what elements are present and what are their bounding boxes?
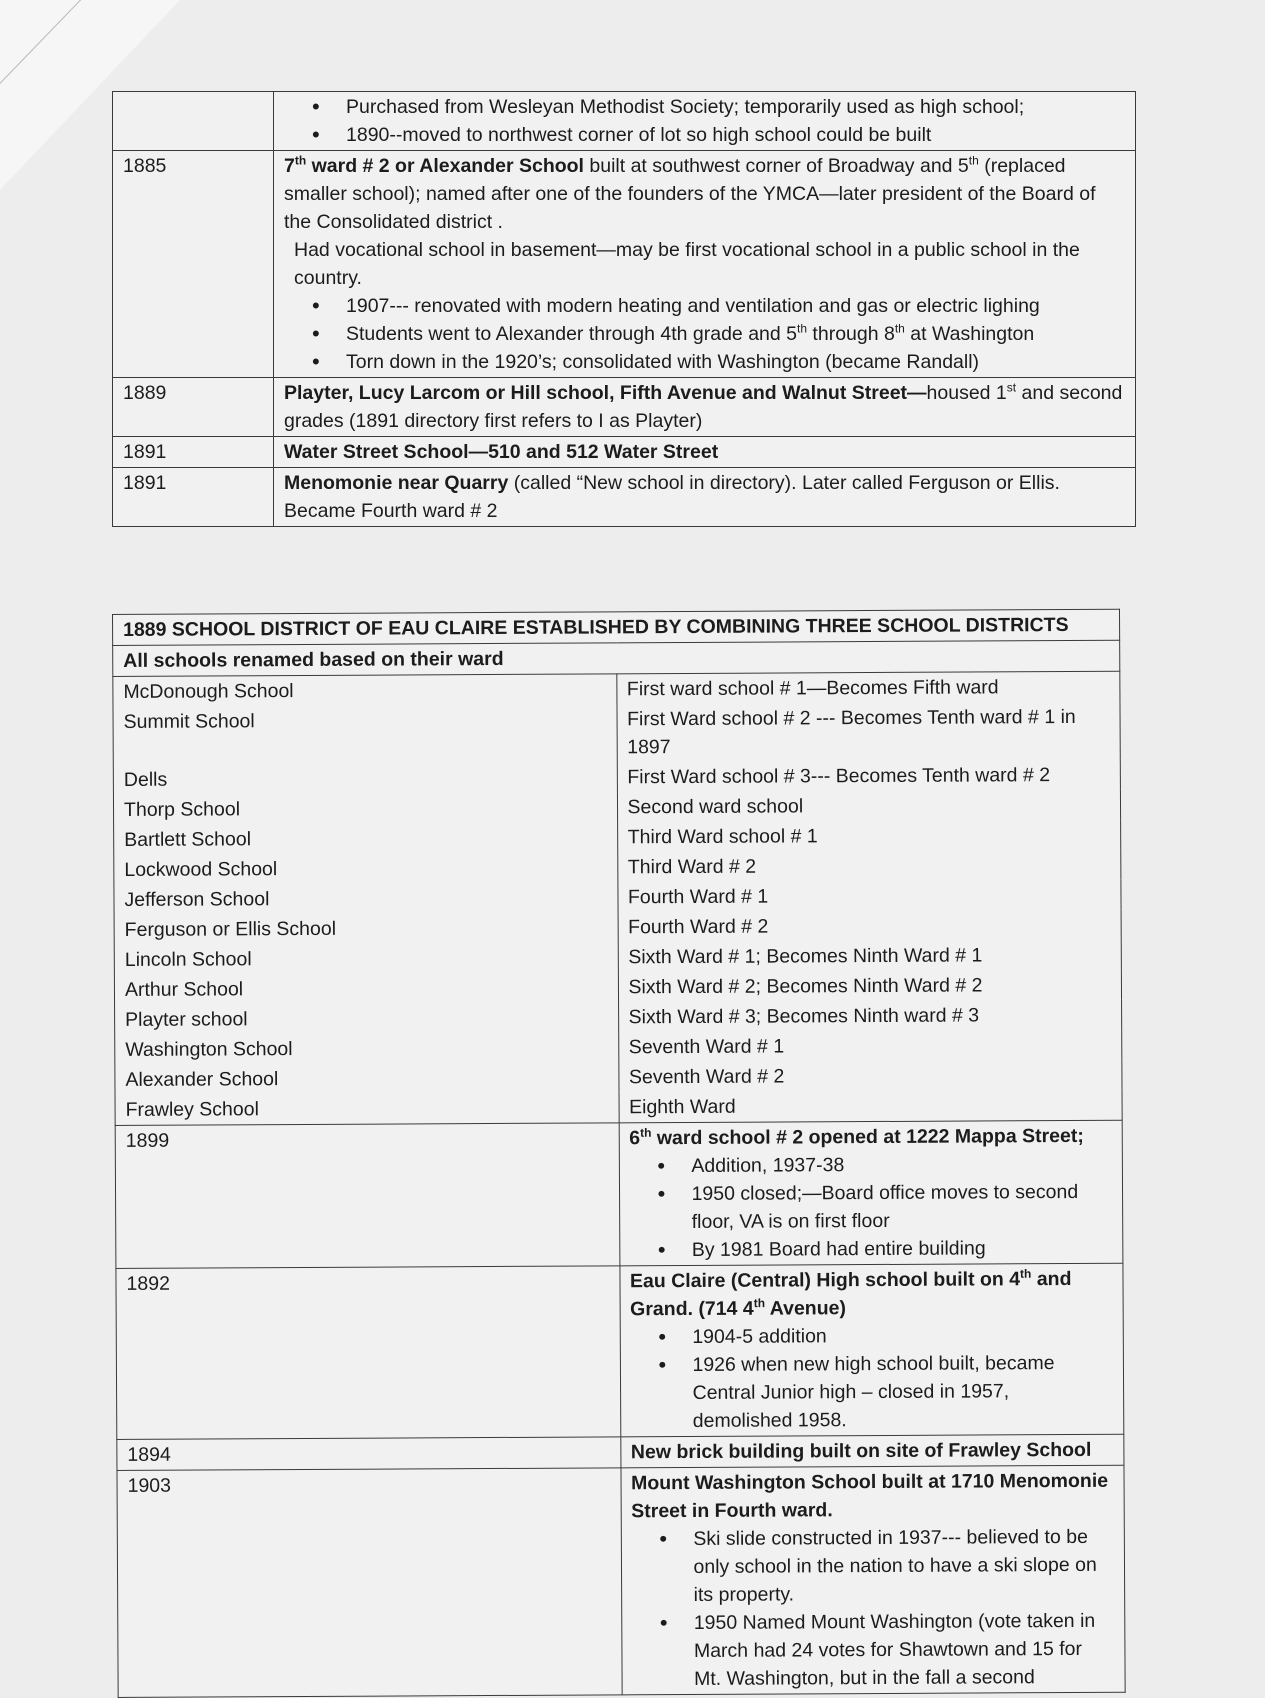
school-name: Summit School	[113, 704, 617, 765]
school-name: Jefferson School	[114, 882, 618, 915]
table-row	[113, 92, 1136, 151]
description-cell	[274, 151, 1136, 378]
year-cell: 1903	[117, 1468, 622, 1698]
ward-name: Seventh Ward # 1	[618, 1030, 1122, 1063]
entry-title: 6th ward school # 2 opened at 1222 Mappa Street;	[629, 1124, 1084, 1150]
description-cell: Menomonie near Quarry (called “New school in directory). Later called Ferguson or Ellis. Became Fourth ward # 2	[274, 468, 1136, 527]
school-name: Bartlett School	[114, 822, 618, 855]
school-name: Dells	[113, 762, 617, 795]
list-item: • Purchased from Wesleyan Methodist Society; temporarily used as high school;	[346, 93, 1125, 121]
school-name: Playter school	[115, 1002, 619, 1035]
entry-text: 7th ward # 2 or Alexander School built at southwest corner of Broadway and 5th (replaced smaller school); named after one of the founders of the YMCA—later president of the Board of the Consolidated district .	[284, 153, 1096, 233]
table-row	[115, 1120, 1123, 1268]
table-row	[113, 437, 1136, 468]
table-row	[113, 468, 1136, 527]
list-item: • 1950 Named Mount Washington (vote taken in March had 24 votes for Shawtown and 15 for Mt. Washington, but in the fall a second	[694, 1607, 1115, 1693]
ward-name: Seventh Ward # 2	[618, 1060, 1122, 1093]
year-cell: 1889	[113, 378, 274, 437]
table-row	[113, 151, 1136, 378]
ward-name: Sixth Ward # 1; Becomes Ninth Ward # 1	[618, 940, 1122, 973]
list-item: • 1904-5 addition	[692, 1321, 1113, 1351]
school-name: Frawley School	[115, 1092, 619, 1125]
entry-title: Mount Washington School built at 1710 Menomonie Street in Fourth ward.	[631, 1469, 1109, 1523]
ward-name: Second ward school	[617, 790, 1121, 823]
ward-name: First Ward school # 2 --- Becomes Tenth ward # 1 in 1897	[616, 702, 1120, 763]
table-row	[117, 1465, 1125, 1697]
year-cell: 1899	[115, 1123, 619, 1269]
list-item: • 1907--- renovated with modern heating and ventilation and gas or electric lighing	[346, 292, 1125, 320]
ward-name: Sixth Ward # 3; Becomes Ninth ward # 3	[618, 1000, 1122, 1033]
list-item: • Ski slide constructed in 1937--- believed to be only school in the nation to have a ski slope on its property.	[693, 1523, 1114, 1609]
year-cell: 1885	[113, 151, 274, 378]
list-item: • 1950 closed;—Board office moves to second floor, VA is on first floor	[691, 1178, 1112, 1236]
description-cell: Playter, Lucy Larcom or Hill school, Fifth Avenue and Walnut Street—housed 1st and second grades (1891 directory first refers to I as Playter)	[274, 378, 1136, 437]
school-name: McDonough School	[113, 674, 617, 707]
school-history-table-1	[112, 91, 1136, 527]
year-cell	[113, 92, 274, 151]
list-item: • By 1981 Board had entire building	[692, 1234, 1113, 1264]
year-cell: 1891	[113, 437, 274, 468]
table-title: 1889 SCHOOL DISTRICT OF EAU CLAIRE ESTABLISHED BY COMBINING THREE SCHOOL DISTRICTS	[113, 609, 1120, 645]
ward-name: Eighth Ward	[619, 1090, 1123, 1123]
school-name: Arthur School	[114, 972, 618, 1005]
list-item: • 1890--moved to northwest corner of lot so high school could be built	[346, 121, 1125, 149]
entry-title: Eau Claire (Central) High school built on 4th and Grand. (714 4th Avenue)	[629, 1266, 1072, 1321]
ward-name: Third Ward # 2	[617, 850, 1121, 883]
ward-name: Sixth Ward # 2; Becomes Ninth Ward # 2	[618, 970, 1122, 1003]
school-name: Lockwood School	[114, 852, 618, 885]
description-cell	[619, 1263, 1123, 1437]
entry-paragraph: Had vocational school in basement—may be first vocational school in a public school in the country.	[294, 239, 1080, 289]
list-item: • 1926 when new high school built, became Central Junior high – closed in 1957, demolished 1958.	[692, 1349, 1113, 1435]
school-name: Washington School	[115, 1032, 619, 1065]
school-name: Alexander School	[115, 1062, 619, 1095]
list-item: • Addition, 1937-38	[691, 1150, 1112, 1180]
list-item: • Students went to Alexander through 4th grade and 5th through 8th at Washington	[346, 320, 1125, 348]
table-row	[116, 1263, 1124, 1439]
school-name: Ferguson or Ellis School	[114, 912, 618, 945]
table-subtitle: All schools renamed based on their ward	[113, 640, 1120, 676]
description-cell: Water Street School—510 and 512 Water Street	[274, 437, 1136, 468]
description-cell	[619, 1120, 1123, 1266]
year-cell: 1894	[117, 1437, 621, 1471]
year-cell: 1891	[113, 468, 274, 527]
ward-name: First ward school # 1—Becomes Fifth ward	[616, 671, 1120, 704]
table-row	[113, 378, 1136, 437]
ward-name: First Ward school # 3--- Becomes Tenth ward # 2	[617, 760, 1121, 793]
table-row	[113, 702, 1120, 765]
list-item: • Torn down in the 1920’s; consolidated with Washington (became Randall)	[346, 348, 1125, 376]
school-name: Lincoln School	[114, 942, 618, 975]
ward-name: Third Ward school # 1	[617, 820, 1121, 853]
school-district-table	[112, 609, 1126, 1698]
description-cell	[274, 92, 1136, 151]
description-cell	[620, 1465, 1125, 1695]
ward-name: Fourth Ward # 2	[618, 910, 1122, 943]
description-cell: New brick building built on site of Frawley School	[620, 1434, 1124, 1468]
school-name: Thorp School	[113, 792, 617, 825]
ward-name: Fourth Ward # 1	[617, 880, 1121, 913]
year-cell: 1892	[116, 1266, 620, 1440]
